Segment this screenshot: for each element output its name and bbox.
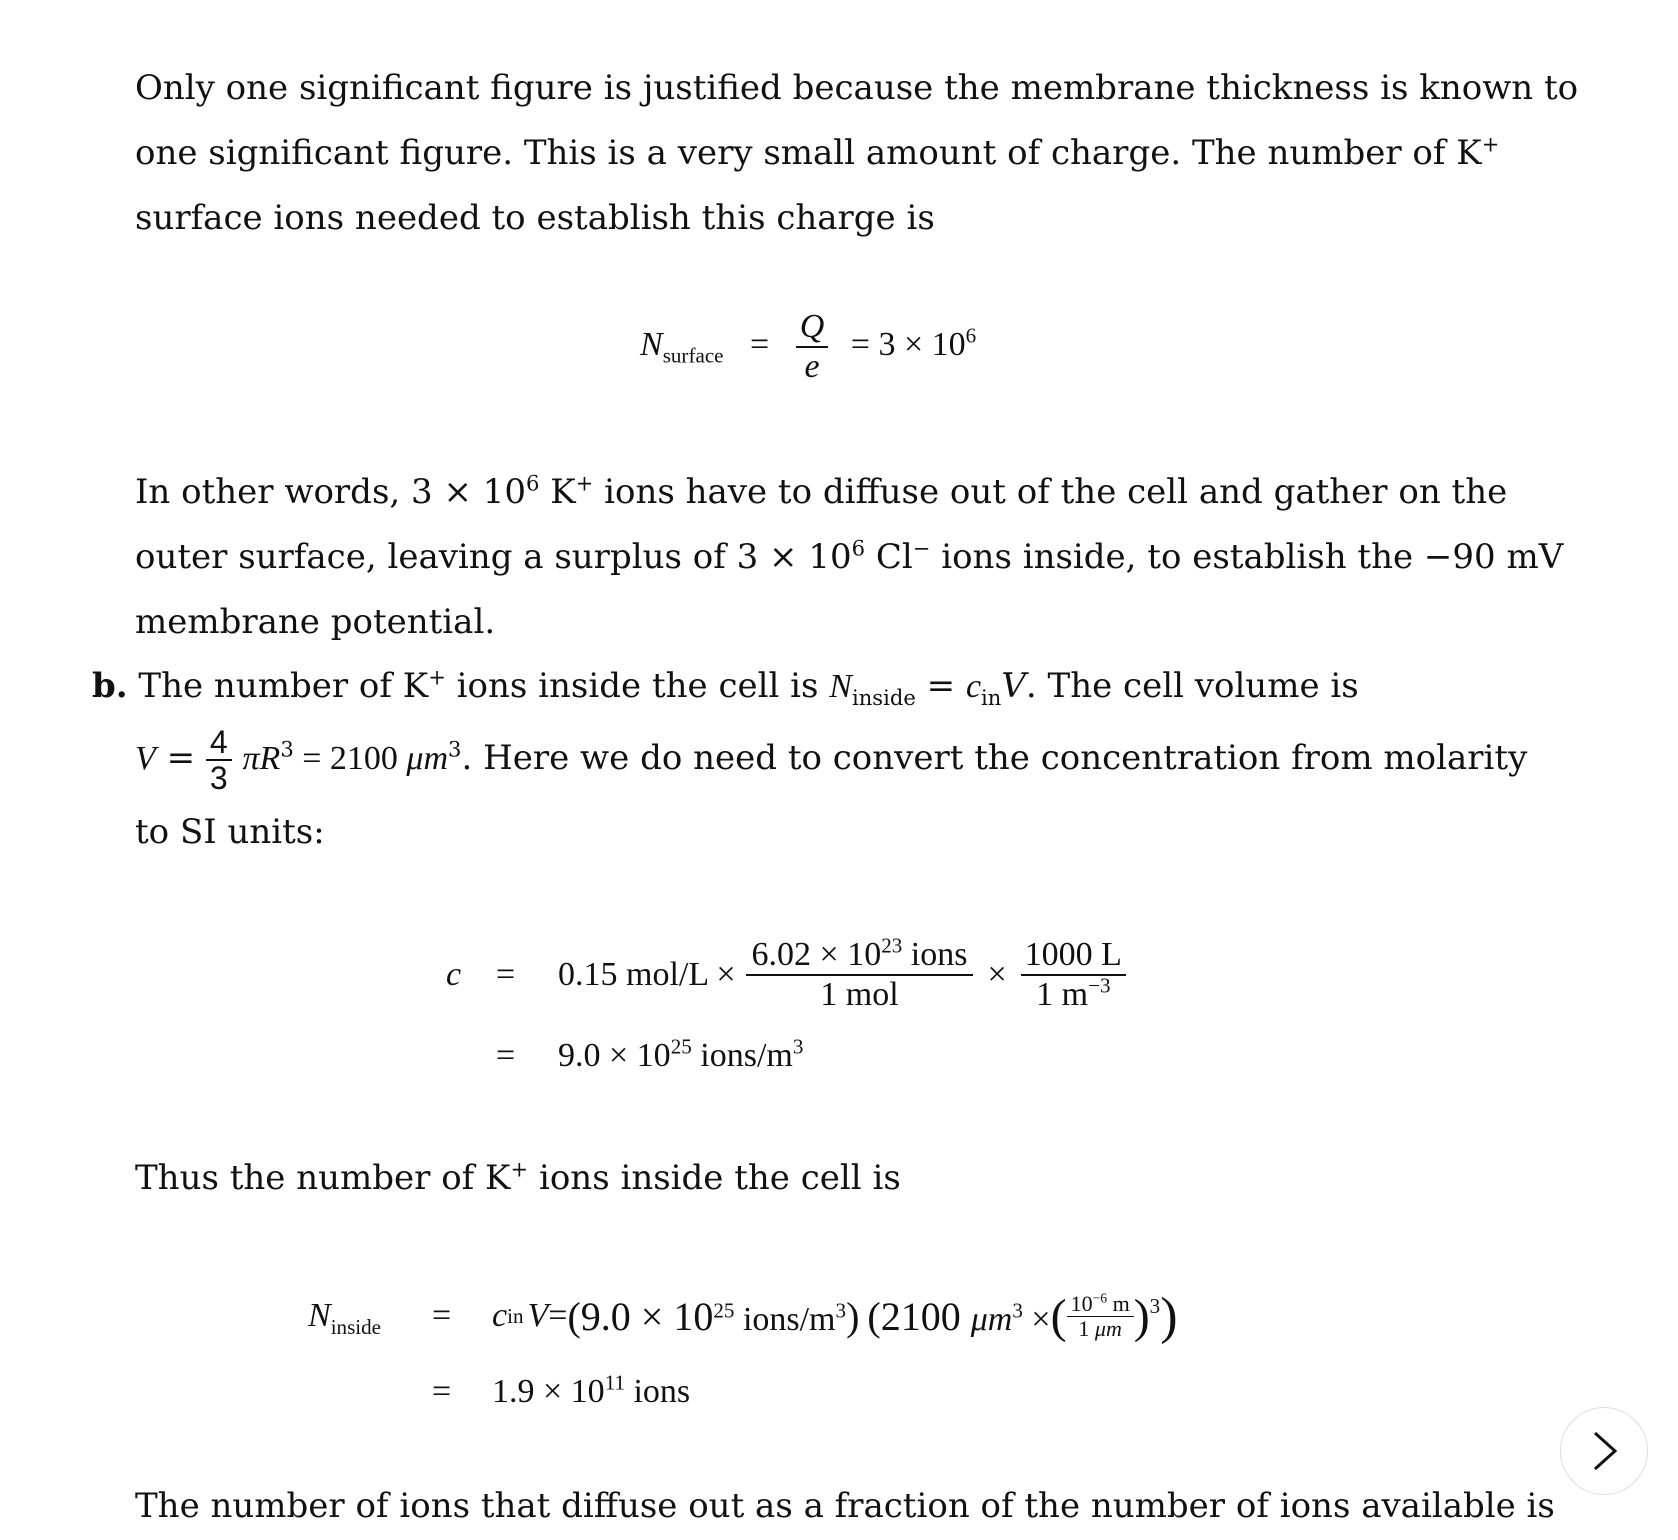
paragraph-significant-figure: Only one significant figure is justified because the membrane thickness is known to one significant figure. This is a very small amount of charge. The number of K+ surface ions needed to establish this charge is bbox=[135, 68, 1579, 238]
paragraph-si-units: to SI units: bbox=[135, 812, 325, 852]
fraction-q-over-e: $\frac{Q}{e}$ bbox=[796, 308, 829, 386]
equation-concentration: c = 0.15 mol/L × $\frac{6.02 \times 10^{23} ions}{\text{1 mol}}$ × $\frac{1000 L}{1 m^{-3}}$ = $9.0 \times 10^{25}$ ions/$m^3$ bbox=[446, 930, 1126, 1092]
list-marker-b: b. bbox=[92, 666, 128, 706]
fraction-four-thirds: $\frac{4}{3}$ bbox=[206, 725, 232, 795]
volume-line: V = $\frac{4}{3}$ $\pi R^3 = 2100$ $\mu m^3$. Here we do need to convert the concentration from molarity bbox=[135, 724, 1528, 796]
fraction-liters-per-cubic-meter: $\frac{1000 L}{1 m^{-3}}$ bbox=[1021, 936, 1126, 1014]
paragraph-part-b: b. The number of K+ ions inside the cell is $N_{inside} = c_{in}V$. The cell volume is bbox=[92, 664, 1359, 710]
fraction-micron-conversion: $\frac{10^{-6} m}{1 \mu m}$ bbox=[1067, 1292, 1134, 1341]
chevron-right-icon bbox=[1587, 1429, 1621, 1473]
paragraph-thus: Thus the number of K+ ions inside the cell is bbox=[135, 1156, 901, 1198]
fraction-avogadro: $\frac{6.02 \times 10^{23} ions}{\text{1 mol}}$ bbox=[746, 936, 974, 1014]
equation-n-inside: $N_{inside}$ = c in V = ($9.0 \times 10^{25}$ ions/$m^3$) (2100 $\mu m^3$ × ( $\frac{10^{-6} m}{1 \mu m}$ ) $^3$ ) = $1.9 \times 10^{11}$ ions bbox=[308, 1287, 1178, 1410]
paragraph-in-other-words: In other words, $3 \times 10^6$ K+ ions have to diffuse out of the cell and gather on the outer surface, leaving a surplus of $3 \times 10^6$ Cl− ions inside, to establish the −90 mV membrane potential. bbox=[135, 470, 1564, 642]
paragraph-fraction-diffuse: The number of ions that diffuse out as a fraction of the number of ions available is bbox=[135, 1486, 1555, 1526]
equation-n-surface: $N_{surface}$ = $\frac{Q}{e}$ = $3 \times 10^6$ bbox=[640, 308, 977, 385]
next-page-button[interactable] bbox=[1560, 1407, 1648, 1495]
